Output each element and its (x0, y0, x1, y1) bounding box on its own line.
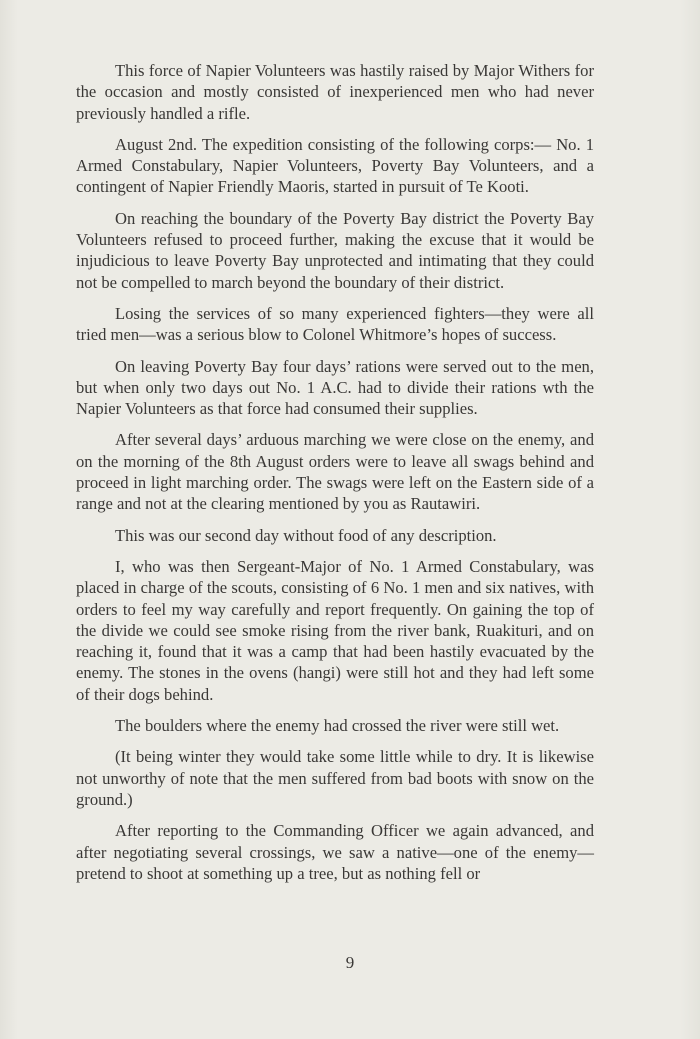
body-text (76, 60, 594, 894)
page-number: 9 (345, 953, 355, 972)
paragraph: This force of Napier Volunteers was hastily raised by Major Withers for the occasion and mostly consisted of inexperienced men who had never previously handled a rifle. (76, 61, 594, 123)
paragraph: (It being winter they would take some little while to dry. It is likewise not unworthy of note that the men suffered from bad boots with snow on the ground.) (76, 747, 594, 809)
paragraph: On reaching the boundary of the Poverty Bay district the Poverty Bay Volunteers refused to proceed further, making the excuse that it would be injudicious to leave Poverty Bay unprotected and intimating that they could not be compelled to march beyond the boundary of their district. (76, 208, 594, 292)
paragraph: After reporting to the Commanding Officer we again advanced, and after negotiating several crossings, we saw a native—one of the enemy—pretend to shoot at something up a tree, but as nothing fell or (76, 821, 594, 883)
paragraph: Losing the services of so many experienced fighters—they were all tried men—was a serious blow to Colonel Whitmore’s hopes of success. (76, 303, 594, 345)
paragraph: On leaving Poverty Bay four days’ rations were served out to the men, but when only two days out No. 1 A.C. had to divide their rations wth the Napier Volunteers as that force had consumed their supplies. (76, 356, 594, 419)
paragraph: This was our second day without food of any description. (115, 525, 497, 545)
paragraph: August 2nd. The expedition consisting of the following corps:— No. 1 Armed Constabulary, Napier Volunteers, Poverty Bay Volunteers, and a contingent of Napier Friendly Maoris, started in pursuit of Te Kooti. (76, 134, 594, 197)
paragraph: I, who was then Sergeant-Major of No. 1 Armed Constabulary, was placed in charge of the scouts, consisting of 6 No. 1 men and six natives, with orders to feel my way carefully and report frequently. On gaining the top of the divide we could see smoke rising from the river bank, Ruakituri, and on reaching it, found that it was a camp that had been hastily evacuated by the enemy. The stones in the ovens (hangi) were still hot and they had left some of their dogs behind. (76, 556, 594, 704)
paragraph: The boulders where the enemy had crossed the river were still wet. (115, 716, 560, 736)
paragraph: After several days’ arduous marching we were close on the enemy, and on the morning of the 8th August orders were to leave all swags behind and proceed in light marching order. The swags were left on the Eastern side of a range and not at the clearing mentioned by you as Rautawiri. (76, 430, 594, 514)
